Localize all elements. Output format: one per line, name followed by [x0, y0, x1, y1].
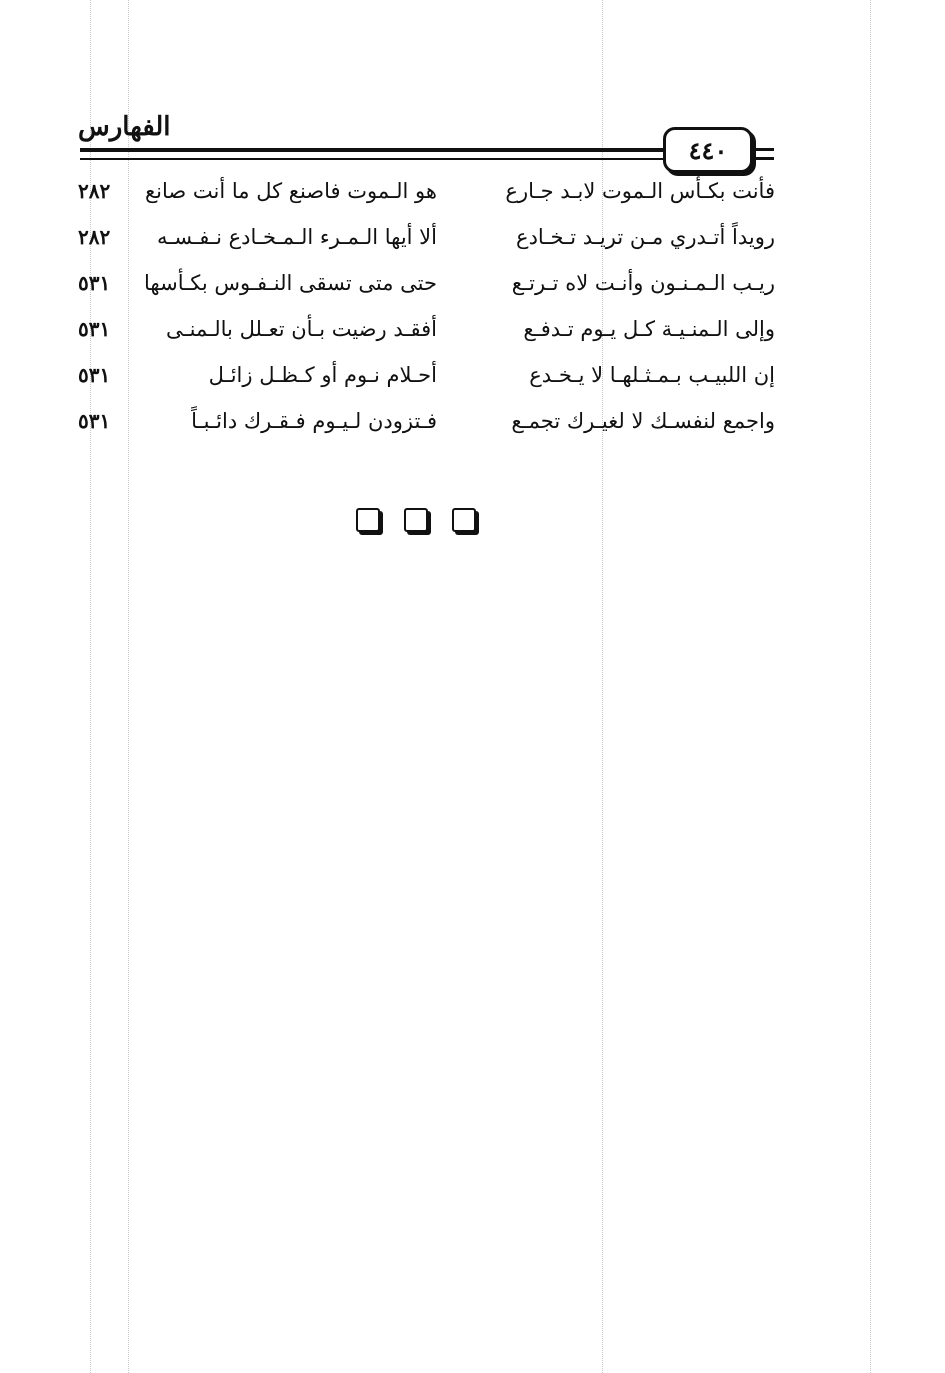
verse-second-hemistich: ريـب الـمـنـون وأنـت لاه تـرتـع — [511, 271, 775, 295]
header-rule-thin — [80, 158, 666, 160]
ornament-square-icon — [404, 508, 428, 532]
index-row — [0, 352, 945, 398]
verse-first-hemistich: ألا أيها الـمـرء الـمـخـادع نـفـسـه — [157, 225, 437, 249]
verse-first-hemistich: أحـلام نـوم أو كـظـل زائـل — [208, 363, 437, 387]
verse-first-hemistich: هو الـموت فاصنع كل ما أنت صانع — [144, 179, 437, 203]
verse-second-hemistich: فأنت بكـأس الـموت لابـد جـارع — [505, 179, 775, 203]
page-reference: ٢٨٢ — [78, 225, 111, 249]
verse-second-hemistich: وإلى الـمنـيـة كـل يـوم تـدفـع — [523, 317, 775, 341]
index-row — [0, 306, 945, 352]
index-row — [0, 214, 945, 260]
section-end-ornament — [356, 508, 486, 538]
header-rule — [80, 148, 666, 152]
index-row — [0, 168, 945, 214]
page-reference: ٥٣١ — [78, 409, 111, 433]
verse-first-hemistich: حتى متى تسقى النـفـوس بكـأسها — [144, 271, 437, 295]
page-reference: ٥٣١ — [78, 363, 111, 387]
section-title: الفهارس — [78, 112, 171, 142]
verse-first-hemistich: فـتزودن لـيـوم فـقـرك دائـبـاً — [191, 409, 437, 433]
page-reference: ٥٣١ — [78, 317, 111, 341]
ornament-square-icon — [356, 508, 380, 532]
index-row — [0, 260, 945, 306]
ornament-square-icon — [452, 508, 476, 532]
verse-first-hemistich: أفقـد رضيت بـأن تعـلل بالـمنـى — [165, 317, 437, 341]
index-row — [0, 398, 945, 444]
verse-second-hemistich: إن اللبيـب بـمـثـلهـا لا يـخـدع — [529, 363, 775, 387]
page-number: ٤٤٠ — [663, 127, 753, 173]
page-reference: ٥٣١ — [78, 271, 111, 295]
verse-second-hemistich: واجمع لنفسـك لا لغيـرك تجمـع — [511, 409, 775, 433]
page-reference: ٢٨٢ — [78, 179, 111, 203]
verse-second-hemistich: رويداً أتـدري مـن تريـد تـخـادع — [516, 225, 775, 249]
